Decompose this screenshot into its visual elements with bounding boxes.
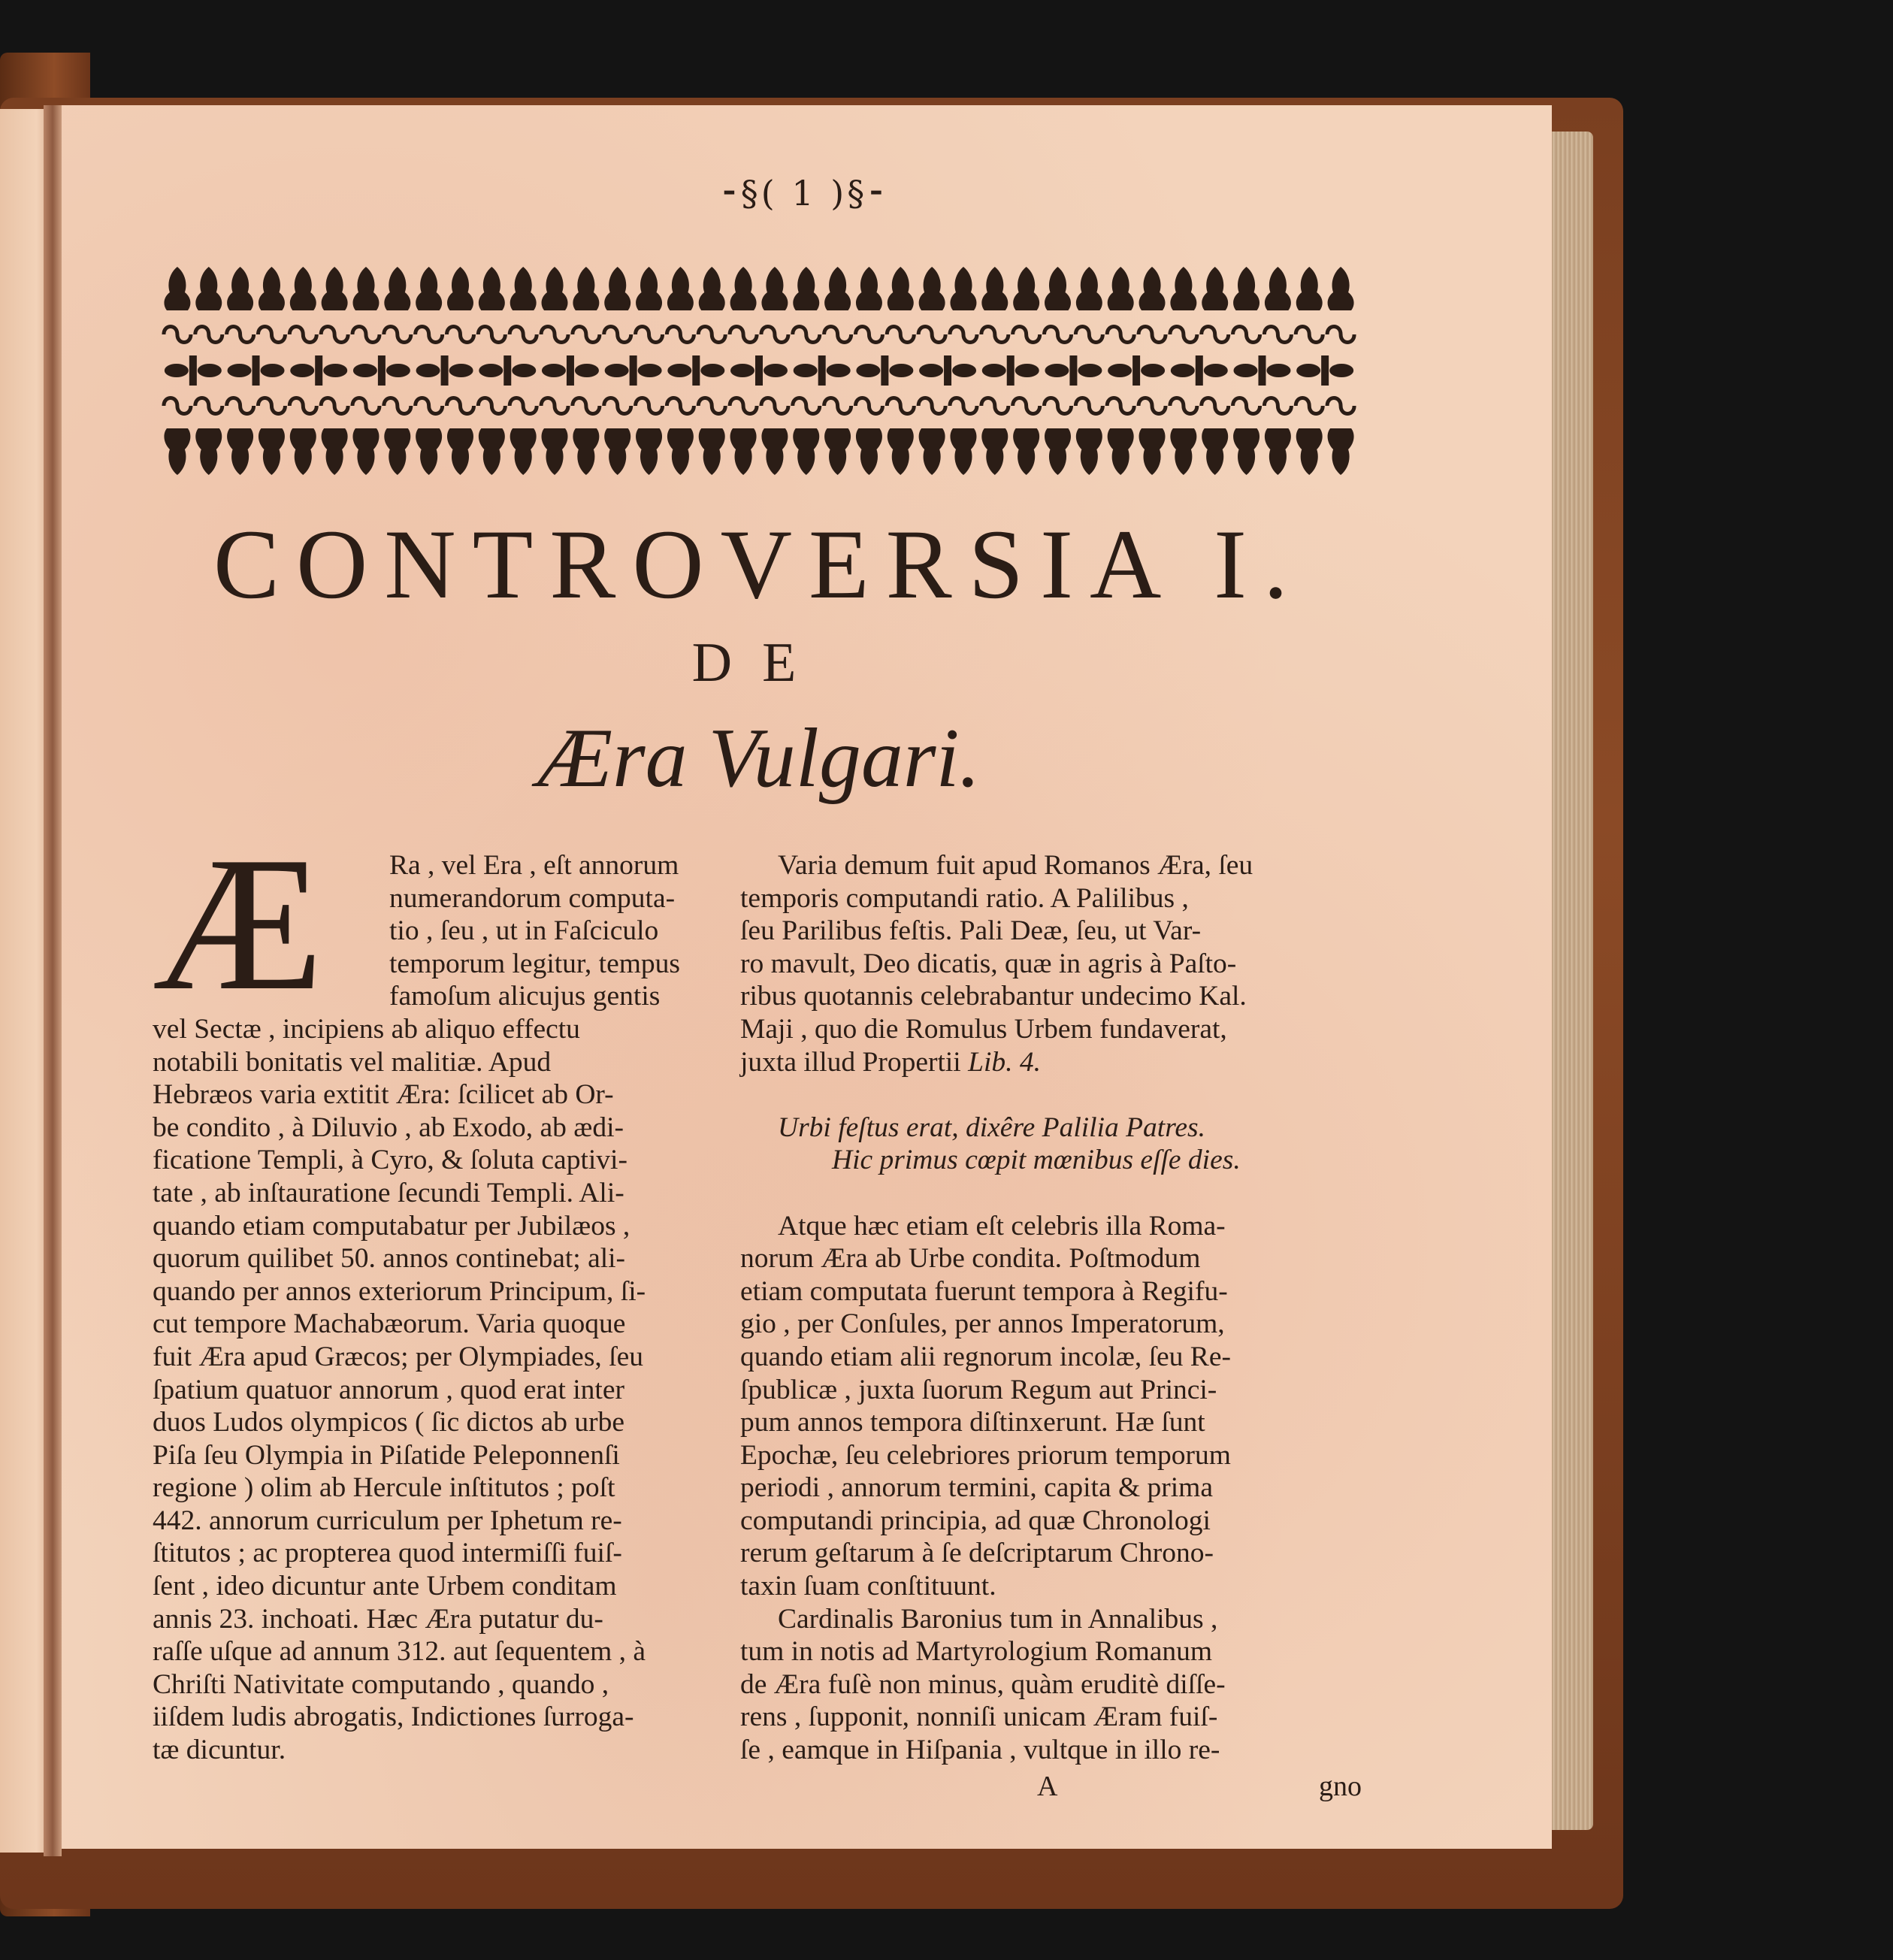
ornament-leaf: [1296, 364, 1320, 377]
ornament-finial: [1045, 267, 1071, 310]
text-line: norum Æra ab Urbe condita. Poſtmodum: [740, 1243, 1201, 1275]
ornament-finial: [824, 267, 851, 310]
ornament-finial: [290, 267, 316, 310]
subtitle-main: Æra Vulgari.: [537, 712, 981, 805]
text-line: computandi principia, ad quæ Chronologi: [740, 1505, 1211, 1536]
ornament-finial: [1076, 428, 1102, 475]
text-line: raſſe uſque ad annum 312. aut ſequentem , à: [153, 1636, 646, 1668]
ornament-finial: [604, 267, 630, 310]
text-line: annis 23. inchoati. Hæc Æra putatur du-: [153, 1603, 603, 1635]
text-line: ro mavult, Deo dicatis, quæ in agris à Paſto-: [740, 948, 1237, 979]
ornament-finial: [950, 428, 976, 475]
ornament-finial: [1108, 428, 1134, 475]
ornament-finial: [667, 428, 694, 475]
ornament-stem: [881, 355, 888, 386]
ornament-stem: [818, 355, 826, 386]
ornament-finial: [1296, 267, 1323, 310]
ornament-finial: [322, 428, 348, 475]
text-line: ſeu Parilibus feſtis. Pali Deæ, ſeu, ut Var-: [740, 915, 1202, 947]
ornament-finial: [542, 428, 568, 475]
poem-line: Urbi feſtus erat, dixêre Palilia Patres.: [778, 1112, 1206, 1143]
text-line: fuit Æra apud Græcos; per Olympiades, ſeu: [153, 1341, 643, 1372]
text-line: tæ dicuntur.: [153, 1735, 286, 1766]
ornament-finial: [1296, 428, 1323, 475]
ornament-stem: [503, 355, 511, 386]
text-line: 442. annorum curriculum per Iphetum re-: [153, 1505, 622, 1536]
text-line: rerum geſtarum à ſe deſcriptarum Chrono-: [740, 1538, 1214, 1569]
ornament-band: [162, 259, 1356, 488]
drop-cap: Æ: [153, 818, 324, 1030]
ornament-leaf: [889, 364, 913, 377]
ornament-finial: [667, 267, 694, 310]
ornament-stem: [567, 355, 574, 386]
ornament-finial: [981, 428, 1008, 475]
ornament-stem: [944, 355, 951, 386]
ornament-finial: [352, 428, 379, 475]
text-line: vel Sectæ , incipiens ab aliquo effectu: [153, 1013, 580, 1045]
ornament-leaf: [290, 364, 314, 377]
ornament-leaf: [198, 364, 222, 377]
ornament-leaf: [952, 364, 976, 377]
text-line: tio , ſeu , ut in Faſciculo: [389, 915, 659, 947]
ornament-leaf: [261, 364, 285, 377]
ornament-leaf: [1204, 364, 1228, 377]
text-line: pum annos tempora diſtinxerunt. Hæ ſunt: [740, 1407, 1205, 1438]
ornament-finial: [888, 267, 914, 310]
ornament-finial: [259, 428, 285, 475]
text-line: be condito , à Diluvio , ab Exodo, ab ædi-: [153, 1112, 624, 1143]
ornament-leaf: [416, 364, 440, 377]
ornament-leaf: [449, 364, 473, 377]
ornament-leaf: [667, 364, 691, 377]
ornament-finial: [416, 267, 442, 310]
ornament-finial: [447, 267, 473, 310]
ornament-leaf: [1108, 364, 1132, 377]
spacer: [740, 1177, 1364, 1210]
ornament-leaf: [764, 364, 788, 377]
ornament-finial: [352, 267, 379, 310]
ornament-finial: [479, 428, 505, 475]
ornament-stem: [441, 355, 449, 386]
text-line: ſpatium quatuor annorum , quod erat inter: [153, 1374, 624, 1405]
ornament-finial: [259, 267, 285, 310]
ornament-leaf: [512, 364, 536, 377]
ornament-leaf: [794, 364, 818, 377]
ornament-finial: [793, 267, 819, 310]
ornament-finial: [636, 428, 662, 475]
ornament-finial: [919, 267, 945, 310]
text-line: taxin ſuam conſtituunt.: [740, 1571, 996, 1602]
ornament-leaf: [1078, 364, 1102, 377]
ornament-finial: [447, 428, 473, 475]
ornament-finial: [1076, 267, 1102, 310]
ornament-finial: [384, 428, 410, 475]
ornament-leaf: [1015, 364, 1039, 377]
ornament-stem: [1258, 355, 1266, 386]
ornament-finial: [479, 267, 505, 310]
ornament-stem: [1132, 355, 1140, 386]
text-fragment: juxta illud Propertii: [740, 1046, 961, 1078]
text-line: Piſa ſeu Olympia in Piſatide Peleponnenſi: [153, 1439, 620, 1471]
text-line: Cardinalis Baronius tum in Annalibus ,: [778, 1603, 1218, 1635]
ornament-leaf: [605, 364, 629, 377]
text-line: rens , ſupponit, nonniſi unicam Æram fuiſ-: [740, 1701, 1218, 1733]
ornament-finial: [730, 428, 757, 475]
page-title: CONTROVERSIA I.: [213, 509, 1305, 619]
ornament-finial: [636, 267, 662, 310]
ornament-leaf: [856, 364, 880, 377]
ornament-finial: [384, 267, 410, 310]
text-line: Maji , quo die Romulus Urbem fundaverat,: [740, 1013, 1227, 1045]
text-line: etiam computata fuerunt tempora à Regifu-: [740, 1275, 1228, 1307]
text-line: periodi , annorum termini, capita & prima: [740, 1472, 1213, 1504]
ornament-finial: [981, 267, 1008, 310]
text-line: ſpublicæ , juxta ſuorum Regum aut Princi-: [740, 1374, 1217, 1405]
ornament-leaf: [1141, 364, 1165, 377]
text-line: [740, 1046, 1364, 1079]
ornament-stem: [253, 355, 260, 386]
text-line: gio , per Conſules, per annos Imperatorum,: [740, 1308, 1225, 1340]
text-line: ſe , eamque in Hiſpania , vultque in illo re-: [740, 1735, 1220, 1766]
citation-reference: Lib. 4.: [968, 1046, 1042, 1078]
ornament-finial: [761, 428, 788, 475]
ornament-finial: [1328, 267, 1354, 310]
ornament-leaf: [730, 364, 754, 377]
text-line: Chriſti Nativitate computando , quando ,: [153, 1668, 609, 1700]
text-line: Epochæ, ſeu celebriores priorum temporum: [740, 1439, 1231, 1471]
ornament-finial: [1202, 267, 1228, 310]
ornament-finial: [1170, 428, 1196, 475]
ornament-stem: [1196, 355, 1203, 386]
ornament-finial: [1202, 428, 1228, 475]
ornament-finial: [761, 267, 788, 310]
ornament-finial: [730, 267, 757, 310]
ornament-leaf: [542, 364, 566, 377]
text-line: famoſum alicujus gentis: [389, 981, 661, 1012]
text-line: ficatione Templi, à Cyro, & ſoluta captivi-: [153, 1145, 627, 1176]
ornament-finial: [1013, 428, 1039, 475]
text-line: duos Ludos olympicos ( ſic dictos ab urbe: [153, 1407, 625, 1438]
text-line: quando per annos exteriorum Principum, ſi-: [153, 1275, 646, 1307]
book-page: [56, 105, 1552, 1849]
text-line: Varia demum fuit apud Romanos Æra, ſeu: [778, 850, 1253, 881]
ornament-leaf: [982, 364, 1006, 377]
text-line: numerandorum computa-: [389, 882, 676, 914]
left-column: [153, 849, 761, 1767]
ornament-finial: [573, 428, 599, 475]
ornament-finial: [1045, 428, 1071, 475]
spacer: [740, 1078, 1364, 1112]
ornament-finial: [950, 267, 976, 310]
subtitle-de: DE: [691, 632, 827, 694]
ornament-finial: [510, 267, 537, 310]
ornament-finial: [322, 267, 348, 310]
ornament-finial: [1265, 428, 1291, 475]
ornament-finial: [1139, 267, 1166, 310]
ornament-finial: [888, 428, 914, 475]
ornament-finial: [1265, 267, 1291, 310]
ornament-finial: [195, 428, 222, 475]
ornament-leaf: [323, 364, 347, 377]
ornament-leaf: [1233, 364, 1257, 377]
text-line: quando etiam alii regnorum incolæ, ſeu Re-: [740, 1341, 1231, 1372]
text-line: notabili bonitatis vel malitiæ. Apud: [153, 1046, 552, 1078]
ornament-leaf: [700, 364, 724, 377]
text-line: ribus quotannis celebrabantur undecimo Kal.: [740, 981, 1247, 1012]
ornament-leaf: [638, 364, 662, 377]
ornament-stem: [315, 355, 322, 386]
ornament-finial: [699, 428, 725, 475]
ornament-finial: [699, 267, 725, 310]
ornament-finial: [416, 428, 442, 475]
ornament-finial: [164, 267, 190, 310]
ornament-leaf: [228, 364, 252, 377]
text-line: tum in notis ad Martyrologium Romanum: [740, 1636, 1213, 1668]
ornament-finial: [1170, 267, 1196, 310]
ornament-leaf: [353, 364, 377, 377]
ornament-finial: [290, 428, 316, 475]
ornament-finial: [227, 267, 253, 310]
ornament-stem: [189, 355, 197, 386]
ornament-finial: [856, 428, 882, 475]
text-line: Hebræos varia extitit Æra: ſcilicet ab Or-: [153, 1079, 614, 1111]
ornament-leaf: [1266, 364, 1290, 377]
ornament-leaf: [479, 364, 503, 377]
ornament-finial: [164, 428, 190, 475]
ornament-finial: [573, 267, 599, 310]
ornament-stem: [1321, 355, 1329, 386]
ornament-leaf: [1329, 364, 1353, 377]
ornament-leaf: [1045, 364, 1069, 377]
ornament-finial: [824, 428, 851, 475]
text-line: Atque hæc etiam eſt celebris illa Roma-: [778, 1210, 1226, 1242]
ornament-leaf: [575, 364, 599, 377]
ornament-stem: [692, 355, 700, 386]
right-column: [740, 849, 1364, 1767]
ornament-leaf: [827, 364, 851, 377]
ornament-leaf: [165, 364, 189, 377]
ornament-stem: [1069, 355, 1077, 386]
ornament-stem: [378, 355, 386, 386]
text-line: ſtitutos ; ac propterea quod intermiſſi fuiſ-: [153, 1538, 622, 1569]
ornament-finial: [1233, 428, 1259, 475]
ornament-finial: [510, 428, 537, 475]
ornament-finial: [793, 428, 819, 475]
signature-mark: A: [1037, 1771, 1058, 1802]
page-number: ⁃§( 1 )§⁃: [720, 173, 888, 213]
ornament-stem: [630, 355, 637, 386]
text-line: temporum legitur, tempus: [389, 948, 680, 979]
poem-line: Hic primus cœpit mœnibus eſſe dies.: [832, 1145, 1241, 1176]
ornament-finial: [1233, 267, 1259, 310]
ornament-stem: [755, 355, 763, 386]
ornament-finial: [1139, 428, 1166, 475]
ornament-finial: [1328, 428, 1354, 475]
ornament-finial: [227, 428, 253, 475]
text-line: tate , ab inſtauratione ſecundi Templi. Ali-: [153, 1177, 624, 1208]
ornament-finial: [919, 428, 945, 475]
ornament-stem: [1007, 355, 1015, 386]
ornament-leaf: [1171, 364, 1195, 377]
text-line: quorum quilibet 50. annos continebat; ali-: [153, 1243, 626, 1275]
text-line: Ra , vel Era , eſt annorum: [389, 850, 679, 881]
text-line: cut tempore Machabæorum. Varia quoque: [153, 1308, 626, 1340]
text-line: ſent , ideo dicuntur ante Urbem conditam: [153, 1571, 617, 1602]
catchword: gno: [1319, 1771, 1362, 1802]
text-line: quando etiam computabatur per Jubilæos ,: [153, 1210, 630, 1242]
ornament-finial: [1108, 267, 1134, 310]
ornament-leaf: [386, 364, 410, 377]
text-line: regione ) olim ab Hercule inſtitutos ; poſt: [153, 1472, 615, 1504]
text-line: iiſdem ludis abrogatis, Indictiones ſurroga-: [153, 1701, 634, 1733]
book-gutter: [44, 105, 62, 1856]
ornament-finial: [604, 428, 630, 475]
ornament-finial: [195, 267, 222, 310]
ornament-finial: [1013, 267, 1039, 310]
text-line: de Æra fuſè non minus, quàm eruditè diſſe-: [740, 1668, 1226, 1700]
ornament-finial: [856, 267, 882, 310]
ornament-leaf: [919, 364, 943, 377]
ornament-finial: [542, 267, 568, 310]
text-line: temporis computandi ratio. A Palilibus ,: [740, 882, 1189, 914]
